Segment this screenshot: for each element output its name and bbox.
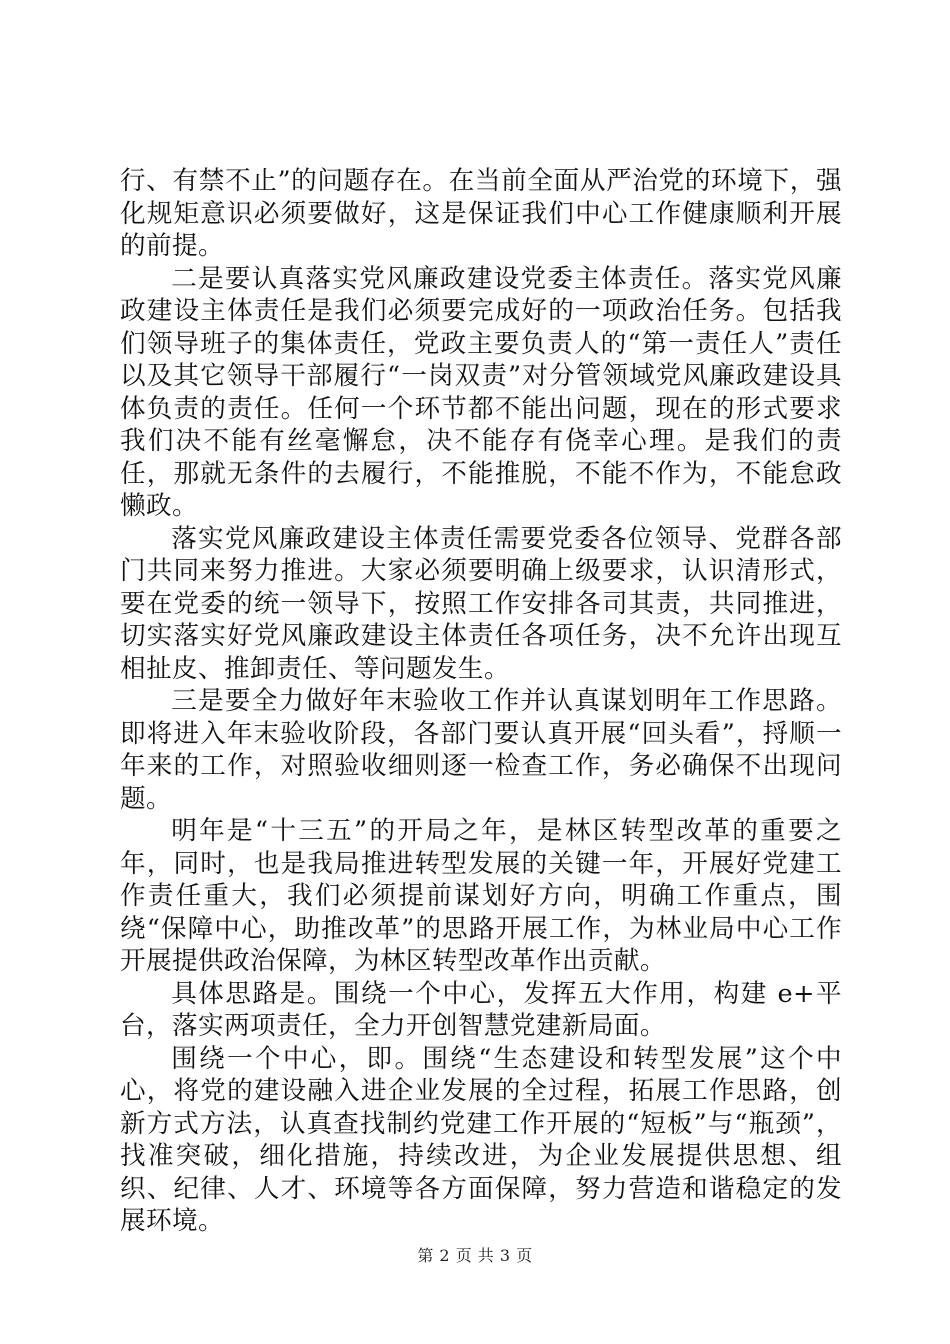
paragraph: 二是要认真落实党风廉政建设党委主体责任。落实党风廉政建设主体责任是我们必须要完成好的一项政治任务。包括我们领导班子的集体责任，党政主要负责人的“第一责任人”责任以及其它领导干部履行“一岗双责”对分管领域党风廉政建设具体负责的责任。任何一个环节都不能出问题，现在的形式要求我们决不能有丝毫懈怠，决不能存有侥幸心理。是我们的责任，那就无条件的去履行，不能推脱，不能不作为，不能怠政懒政。 (120, 263, 842, 521)
page-number-footer: 第 2 页 共 3 页 (417, 1246, 533, 1265)
paragraph: 围绕一个中心，即。围绕“生态建设和转型发展”这个中心，将党的建设融入进企业发展的全过程，拓展工作思路，创新方式方法，认真查找制约党建工作开展的“短板”与“瓶颈”，找准突破，细化措施，持续改进，为企业发展提供思想、组织、纪律、人才、环境等各方面保障，努力营造和谐稳定的发展环境。 (120, 1043, 842, 1236)
paragraph: 明年是“十三五”的开局之年，是林区转型改革的重要之年，同时，也是我局推进转型发展的关键一年，开展好党建工作责任重大，我们必须提前谋划好方向，明确工作重点，围绕“保障中心，助推改革”的思路开展工作，为林业局中心工作开展提供政治保障，为林区转型改革作出贡献。 (120, 816, 842, 976)
paragraph: 具体思路是。围绕一个中心，发挥五大作用，构建 e+平台，落实两项责任，全力开创智慧党建新局面。 (120, 978, 842, 1041)
paragraph: 三是要全力做好年末验收工作并认真谋划明年工作思路。即将进入年末验收阶段，各部门要认真开展“回头看”，捋顺一年来的工作，对照验收细则逐一检查工作，务必确保不出现问题。 (120, 686, 842, 814)
paragraph: 落实党风廉政建设主体责任需要党委各位领导、党群各部门共同来努力推进。大家必须要明确上级要求，认识清形式，要在党委的统一领导下，按照工作安排各司其责，共同推进，切实落实好党风廉政建设主体责任各项任务，决不允许出现互相扯皮、推卸责任、等问题发生。 (120, 523, 842, 684)
paragraph: 行、有禁不止”的问题存在。在当前全面从严治党的环境下，强化规矩意识必须要做好，这是保证我们中心工作健康顺利开展的前提。 (120, 166, 842, 261)
document-body (120, 165, 842, 1238)
